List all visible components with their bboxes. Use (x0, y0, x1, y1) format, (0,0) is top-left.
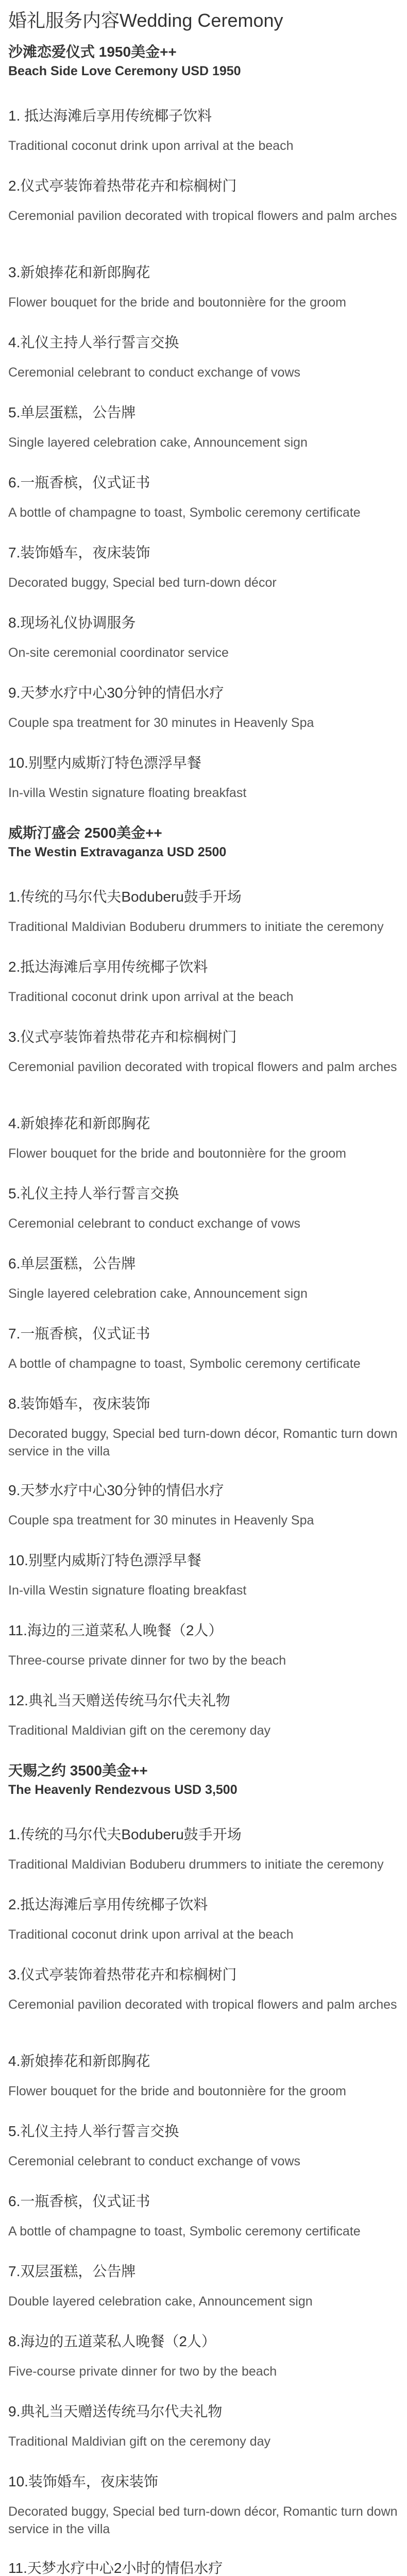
list-item (8, 403, 399, 456)
list-item (8, 2192, 399, 2245)
list-item (8, 106, 399, 160)
item-cn: 12.典礼当天赠送传统马尔代夫礼物 (8, 1692, 230, 1708)
item-cn: 11.天梦水疗中心2小时的情侣水疗 (8, 2560, 223, 2576)
item-en: Decorated buggy, Special bed turn-down décor, Romantic turn down service in the villa (8, 1427, 398, 1459)
list-item (8, 1254, 399, 1308)
item-en: Ceremonial pavilion decorated with tropical flowers and palm arches (8, 209, 397, 223)
item-cn: 8.装饰婚车，夜床装饰 (8, 1396, 150, 1412)
list-item (8, 1551, 399, 1604)
item-cn: 2.抵达海滩后享用传统椰子饮料 (8, 959, 208, 975)
package-section (8, 1761, 399, 2576)
item-en: Ceremonial pavilion decorated with tropical flowers and palm arches (8, 1997, 397, 2012)
item-en: Couple spa treatment for 30 minutes in Heavenly Spa (8, 1513, 314, 1528)
item-en: In-villa Westin signature floating breakfast (8, 1583, 247, 1598)
item-cn: 5.礼仪主持人举行誓言交换 (8, 1185, 179, 1201)
item-en: A bottle of champagne to toast, Symbolic ceremony certificate (8, 505, 361, 520)
list-item (8, 2122, 399, 2175)
item-cn: 4.新娘捧花和新郎胸花 (8, 1115, 150, 1131)
list-item (8, 1394, 399, 1464)
item-en: Traditional Maldivian gift on the ceremony day (8, 1723, 271, 1738)
list-item (8, 543, 399, 597)
item-cn: 6.一瓶香槟，仪式证书 (8, 2193, 150, 2209)
item-cn: 4.新娘捧花和新郎胸花 (8, 2053, 150, 2069)
item-en: Couple spa treatment for 30 minutes in Heavenly Spa (8, 716, 314, 730)
item-cn: 1. 抵达海滩后享用传统椰子饮料 (8, 108, 212, 124)
item-cn: 10.别墅内威斯汀特色漂浮早餐 (8, 1552, 201, 1568)
item-en: Flower bouquet for the bride and boutonnière for the groom (8, 1146, 346, 1161)
item-cn: 4.礼仪主持人举行誓言交换 (8, 334, 179, 350)
item-cn: 6.一瓶香槟，仪式证书 (8, 474, 150, 490)
item-en: Single layered celebration cake, Announcement sign (8, 1286, 308, 1301)
page-title: 婚礼服务内容Wedding Ceremony (8, 10, 283, 31)
list-item (8, 1481, 399, 1534)
item-en: Flower bouquet for the bride and boutonnière for the groom (8, 295, 346, 310)
package-name-en: Beach Side Love Ceremony USD 1950 (8, 64, 241, 78)
item-cn: 3.新娘捧花和新郎胸花 (8, 264, 150, 280)
item-cn: 9.天梦水疗中心30分钟的情侣水疗 (8, 685, 224, 701)
list-item (8, 957, 399, 1011)
item-cn: 10.装饰婚车，夜床装饰 (8, 2473, 158, 2489)
package-name-en: The Westin Extravaganza USD 2500 (8, 845, 227, 859)
item-en: Traditional coconut drink upon arrival at the beach (8, 139, 294, 153)
item-en: Traditional Maldivian Boduberu drummers to initiate the ceremony (8, 1857, 384, 1872)
item-en: On-site ceremonial coordinator service (8, 646, 229, 660)
item-cn: 9.天梦水疗中心30分钟的情侣水疗 (8, 1482, 224, 1498)
item-en: Decorated buggy, Special bed turn-down décor (8, 575, 277, 590)
package-section (8, 823, 399, 1744)
item-cn: 1.传统的马尔代夫Boduberu鼓手开场 (8, 889, 242, 905)
item-en: A bottle of champagne to toast, Symbolic ceremony certificate (8, 2224, 361, 2239)
item-en: Single layered celebration cake, Announcement sign (8, 435, 308, 450)
item-en: Decorated buggy, Special bed turn-down décor, Romantic turn down service in the villa (8, 2504, 398, 2536)
item-cn: 8.现场礼仪协调服务 (8, 615, 136, 631)
list-item (8, 887, 399, 941)
item-en: Traditional Maldivian Boduberu drummers to initiate the ceremony (8, 920, 384, 934)
list-item (8, 1621, 399, 1674)
list-item (8, 1965, 399, 2035)
list-item (8, 1184, 399, 1238)
item-en: In-villa Westin signature floating breakfast (8, 786, 247, 800)
item-en: Traditional Maldivian gift on the ceremony day (8, 2434, 271, 2449)
list-item (8, 1691, 399, 1744)
item-en: Traditional coconut drink upon arrival at the beach (8, 1927, 294, 1942)
item-cn: 8.海边的五道菜私人晚餐（2人） (8, 2333, 216, 2349)
list-item (8, 1114, 399, 1167)
item-cn: 10.别墅内威斯汀特色漂浮早餐 (8, 755, 201, 771)
item-cn: 2.抵达海滩后享用传统椰子饮料 (8, 1896, 208, 1912)
item-en: Double layered celebration cake, Announcement sign (8, 2294, 313, 2309)
item-en: A bottle of champagne to toast, Symbolic ceremony certificate (8, 1357, 361, 1371)
item-en: Ceremonial celebrant to conduct exchange of vows (8, 1216, 300, 1231)
list-item (8, 263, 399, 316)
item-en: Ceremonial celebrant to conduct exchange of vows (8, 365, 300, 380)
item-cn: 9.典礼当天赠送传统马尔代夫礼物 (8, 2403, 223, 2419)
package-name-cn: 沙滩恋爱仪式 1950美金++ (8, 44, 177, 60)
list-item (8, 1825, 399, 1878)
package-header (8, 1761, 399, 1799)
item-cn: 1.传统的马尔代夫Boduberu鼓手开场 (8, 1826, 242, 1842)
list-item (8, 753, 399, 807)
list-item (8, 176, 399, 246)
list-item (8, 2558, 399, 2576)
item-en: Traditional coconut drink upon arrival at the beach (8, 990, 294, 1004)
item-cn: 6.单层蛋糕，公告牌 (8, 1256, 136, 1272)
item-en: Five-course private dinner for two by the beach (8, 2364, 277, 2379)
list-item (8, 333, 399, 386)
package-section (8, 42, 399, 807)
package-name-cn: 天赐之约 3500美金++ (8, 1762, 148, 1778)
list-item (8, 1324, 399, 1378)
item-cn: 2.仪式亭装饰着热带花卉和棕榈树门 (8, 178, 237, 194)
list-item (8, 683, 399, 737)
package-name-cn: 威斯汀盛会 2500美金++ (8, 825, 162, 841)
list-item (8, 1027, 399, 1097)
list-item (8, 2402, 399, 2455)
package-header (8, 42, 399, 80)
item-en: Ceremonial pavilion decorated with tropical flowers and palm arches (8, 1060, 397, 1074)
packages-list (8, 42, 399, 2576)
item-en: Ceremonial celebrant to conduct exchange of vows (8, 2154, 300, 2168)
item-cn: 11.海边的三道菜私人晚餐（2人） (8, 1622, 223, 1638)
item-en: Three-course private dinner for two by the beach (8, 1653, 286, 1668)
item-cn: 5.单层蛋糕，公告牌 (8, 404, 136, 420)
list-item (8, 613, 399, 667)
list-item (8, 2332, 399, 2385)
package-header (8, 823, 399, 861)
list-item (8, 1895, 399, 1948)
list-item (8, 2472, 399, 2542)
item-cn: 7.一瓶香槟，仪式证书 (8, 1326, 150, 1342)
item-cn: 7.装饰婚车，夜床装饰 (8, 545, 150, 561)
item-cn: 3.仪式亭装饰着热带花卉和棕榈树门 (8, 1029, 237, 1045)
list-item (8, 2262, 399, 2315)
item-cn: 7.双层蛋糕，公告牌 (8, 2263, 136, 2279)
list-item (8, 473, 399, 527)
package-name-en: The Heavenly Rendezvous USD 3,500 (8, 1783, 238, 1797)
list-item (8, 2052, 399, 2105)
item-en: Flower bouquet for the bride and boutonnière for the groom (8, 2084, 346, 2098)
item-cn: 3.仪式亭装饰着热带花卉和棕榈树门 (8, 1967, 237, 1982)
item-cn: 5.礼仪主持人举行誓言交换 (8, 2123, 179, 2139)
